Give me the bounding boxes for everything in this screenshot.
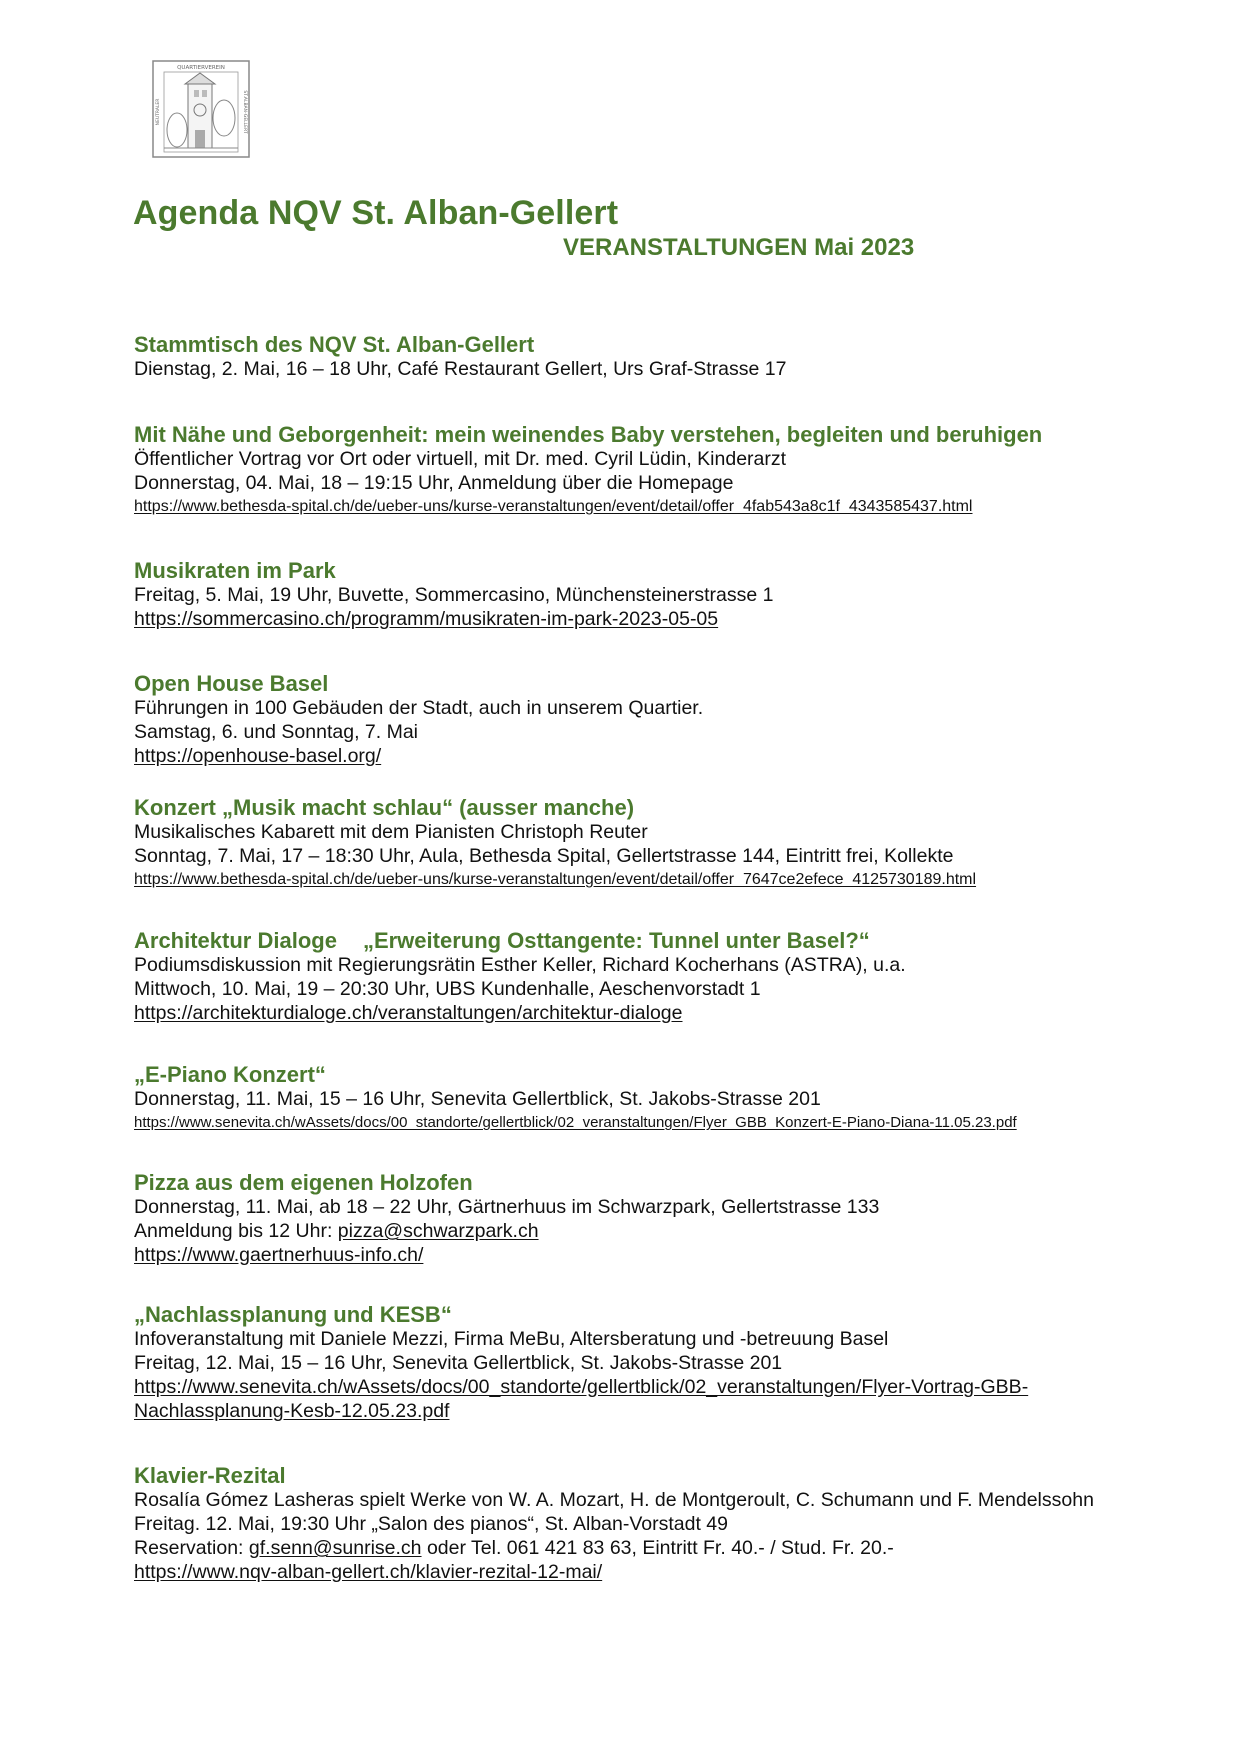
event-details: Freitag, 5. Mai, 19 Uhr, Buvette, Sommercasino, Münchensteinerstrasse 1 [134,584,774,606]
event-link[interactable]: https://www.senevita.ch/wAssets/docs/00_standorte/gellertblick/02_veranstaltungen/Flyer_GBB_Konzert-E-Piano-Diana-11.05.23.pdf [134,1114,1017,1131]
event-title: Mit Nähe und Geborgenheit: mein weinendes Baby verstehen, begleiten und beruhigen [134,422,1043,447]
event-title: Open House Basel [134,671,329,696]
event-stammtisch [134,332,1234,381]
event-description: Rosalía Gómez Lasheras spielt Werke von W. A. Mozart, H. de Montgeroult, C. Schumann und F. Mendelssohn [134,1489,1094,1511]
event-link[interactable]: https://www.bethesda-spital.ch/de/ueber-uns/kurse-veranstaltungen/event/detail/offer_7647ce2efece_4125730189.html [134,871,977,888]
event-description: Führungen in 100 Gebäuden der Stadt, auch in unserem Quartier. [134,697,704,719]
event-description: Podiumsdiskussion mit Regierungsrätin Esther Keller, Richard Kocherhans (ASTRA), u.a. [134,954,906,976]
event-e-piano [134,1062,1234,1135]
event-architektur-dialoge [134,928,1234,1025]
event-open-house [134,671,1234,768]
event-link-continued[interactable]: Nachlassplanung-Kesb-12.05.23.pdf [134,1400,450,1422]
event-link[interactable]: https://architekturdialoge.ch/veranstaltungen/architektur-dialoge [134,1002,683,1024]
event-details: Donnerstag, 11. Mai, 15 – 16 Uhr, Senevita Gellertblick, St. Jakobs-Strasse 201 [134,1088,821,1110]
event-description: Infoveranstaltung mit Daniele Mezzi, Firma MeBu, Altersberatung und -betreuung Basel [134,1328,889,1350]
event-link[interactable]: https://openhouse-basel.org/ [134,745,382,767]
reservation-email-link[interactable]: gf.senn@sunrise.ch [248,1537,422,1559]
event-description: Musikalisches Kabarett mit dem Pianisten Christoph Reuter [134,821,648,843]
registration-label: Anmeldung bis 12 Uhr: [134,1220,338,1242]
logo-text-right: ST.ALBAN-GELLERT [242,90,247,134]
logo-text-left: NEUTRALER [156,98,161,126]
event-baby-vortrag [134,422,1234,519]
event-link[interactable]: https://sommercasino.ch/programm/musikraten-im-park-2023-05-05 [134,608,719,630]
event-pizza [134,1170,1234,1267]
event-title: Klavier-Rezital [134,1463,286,1488]
event-link[interactable]: https://www.bethesda-spital.ch/de/ueber-uns/kurse-veranstaltungen/event/detail/offer_4fab543a8c1f_4343585437.html [134,498,973,515]
event-details: Freitag, 12. Mai, 15 – 16 Uhr, Senevita Gellertblick, St. Jakobs-Strasse 201 [134,1352,783,1374]
event-details: Dienstag, 2. Mai, 16 – 18 Uhr, Café Restaurant Gellert, Urs Graf-Strasse 17 [134,358,787,380]
event-subtitle: „Erweiterung Osttangente: Tunnel unter Basel?“ [362,928,870,953]
reservation-label: Reservation: [134,1537,249,1559]
logo-text-top: QUARTIERVEREIN [177,65,225,71]
event-musikraten [134,558,1234,631]
registration-email-link[interactable]: pizza@schwarzpark.ch [337,1220,539,1242]
event-details: Freitag. 12. Mai, 19:30 Uhr „Salon des pianos“, St. Alban-Vorstadt 49 [134,1513,728,1535]
event-details: Mittwoch, 10. Mai, 19 – 20:30 Uhr, UBS Kundenhalle, Aeschenvorstadt 1 [134,978,761,1000]
event-klavier-rezital [134,1463,1234,1584]
event-konzert-musik [134,795,1234,892]
reservation-details: oder Tel. 061 421 83 63, Eintritt Fr. 40.- / Stud. Fr. 20.- [421,1537,894,1559]
event-details: Samstag, 6. und Sonntag, 7. Mai [134,721,419,743]
event-details: Sonntag, 7. Mai, 17 – 18:30 Uhr, Aula, Bethesda Spital, Gellertstrasse 144, Eintritt frei, Kollekte [134,845,954,867]
quartierverein-logo [152,60,250,158]
event-link[interactable]: https://www.nqv-alban-gellert.ch/klavier-rezital-12-mai/ [134,1561,603,1583]
event-title: Konzert „Musik macht schlau“ (ausser manche) [134,795,635,820]
event-link[interactable]: https://www.senevita.ch/wAssets/docs/00_standorte/gellertblick/02_veranstaltungen/Flyer-Vortrag-GBB- [134,1376,1029,1398]
event-description: Öffentlicher Vortrag vor Ort oder virtuell, mit Dr. med. Cyril Lüdin, Kinderarzt [134,448,787,470]
event-details: Donnerstag, 11. Mai, ab 18 – 22 Uhr, Gärtnerhuus im Schwarzpark, Gellertstrasse 133 [134,1196,880,1218]
event-title: Stammtisch des NQV St. Alban-Gellert [134,332,535,357]
event-title: Pizza aus dem eigenen Holzofen [134,1170,473,1195]
event-link[interactable]: https://www.gaertnerhuus-info.ch/ [134,1244,424,1266]
event-title: „E-Piano Konzert“ [134,1062,326,1087]
event-title: „Nachlassplanung und KESB“ [134,1302,452,1327]
event-title: Architektur Dialoge [134,928,337,953]
event-nachlassplanung [134,1302,1234,1423]
event-details: Donnerstag, 04. Mai, 18 – 19:15 Uhr, Anmeldung über die Homepage [134,472,734,494]
event-title: Musikraten im Park [134,558,336,583]
page-title: Agenda NQV St. Alban-Gellert [133,194,619,232]
page-subtitle: VERANSTALTUNGEN Mai 2023 [563,234,915,261]
